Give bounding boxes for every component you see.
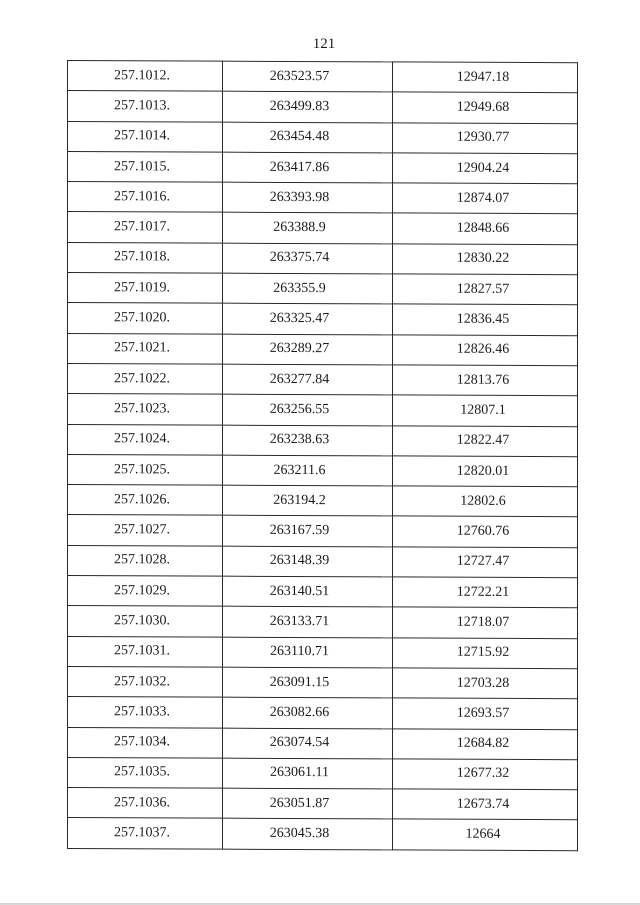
table-row bbox=[68, 212, 578, 245]
y-coordinate-cell: 12822.47 bbox=[393, 425, 578, 456]
point-id-cell: 257.1036. bbox=[68, 788, 223, 819]
point-id-cell: 257.1018. bbox=[68, 242, 223, 273]
table-row bbox=[68, 394, 578, 427]
y-coordinate-cell: 12722.21 bbox=[393, 577, 578, 608]
y-coordinate-cell: 12807.1 bbox=[393, 395, 578, 426]
x-coordinate-cell: 263388.9 bbox=[223, 213, 393, 244]
x-coordinate-cell: 263393.98 bbox=[223, 182, 393, 213]
y-coordinate-cell: 12874.07 bbox=[393, 183, 578, 214]
coordinate-table bbox=[67, 60, 578, 851]
table-row bbox=[68, 151, 578, 184]
point-id-cell: 257.1034. bbox=[68, 727, 223, 758]
point-id-cell: 257.1012. bbox=[68, 61, 223, 92]
y-coordinate-cell: 12949.68 bbox=[393, 92, 578, 123]
table-row bbox=[68, 273, 578, 306]
point-id-cell: 257.1037. bbox=[68, 818, 223, 849]
table-row bbox=[68, 606, 578, 639]
table-row bbox=[68, 424, 578, 457]
x-coordinate-cell: 263355.9 bbox=[223, 273, 393, 304]
table-row bbox=[68, 818, 578, 851]
table-row bbox=[68, 91, 578, 124]
x-coordinate-cell: 263045.38 bbox=[223, 819, 393, 850]
point-id-cell: 257.1021. bbox=[68, 333, 223, 364]
y-coordinate-cell: 12703.28 bbox=[393, 668, 578, 699]
point-id-cell: 257.1031. bbox=[68, 636, 223, 667]
point-id-cell: 257.1015. bbox=[68, 151, 223, 182]
table-row bbox=[68, 788, 578, 821]
x-coordinate-cell: 263289.27 bbox=[223, 334, 393, 365]
table-row bbox=[68, 545, 578, 578]
point-id-cell: 257.1027. bbox=[68, 515, 223, 546]
y-coordinate-cell: 12673.74 bbox=[393, 789, 578, 820]
x-coordinate-cell: 263140.51 bbox=[223, 576, 393, 607]
x-coordinate-cell: 263256.55 bbox=[223, 394, 393, 425]
table-row bbox=[68, 727, 578, 760]
x-coordinate-cell: 263277.84 bbox=[223, 364, 393, 395]
point-id-cell: 257.1016. bbox=[68, 182, 223, 213]
page-number: 121 bbox=[312, 36, 336, 52]
y-coordinate-cell: 12715.92 bbox=[393, 638, 578, 669]
point-id-cell: 257.1024. bbox=[68, 424, 223, 455]
y-coordinate-cell: 12664 bbox=[393, 819, 578, 850]
table-row bbox=[68, 454, 578, 487]
table-row bbox=[68, 121, 578, 154]
y-coordinate-cell: 12693.57 bbox=[393, 698, 578, 729]
x-coordinate-cell: 263375.74 bbox=[223, 243, 393, 274]
point-id-cell: 257.1023. bbox=[68, 394, 223, 425]
x-coordinate-cell: 263325.47 bbox=[223, 304, 393, 335]
table-row bbox=[68, 242, 578, 275]
point-id-cell: 257.1029. bbox=[68, 576, 223, 607]
y-coordinate-cell: 12947.18 bbox=[393, 62, 578, 93]
table-row bbox=[68, 666, 578, 699]
point-id-cell: 257.1025. bbox=[68, 454, 223, 485]
y-coordinate-cell: 12727.47 bbox=[393, 547, 578, 578]
table-row bbox=[68, 636, 578, 669]
table-row bbox=[68, 485, 578, 518]
x-coordinate-cell: 263133.71 bbox=[223, 607, 393, 638]
y-coordinate-cell: 12904.24 bbox=[393, 153, 578, 184]
point-id-cell: 257.1014. bbox=[68, 121, 223, 152]
y-coordinate-cell: 12760.76 bbox=[393, 516, 578, 547]
point-id-cell: 257.1022. bbox=[68, 363, 223, 394]
y-coordinate-cell: 12820.01 bbox=[393, 456, 578, 487]
x-coordinate-cell: 263051.87 bbox=[223, 788, 393, 819]
point-id-cell: 257.1020. bbox=[68, 303, 223, 334]
table-row bbox=[68, 363, 578, 396]
table-row bbox=[68, 757, 578, 790]
table-row bbox=[68, 182, 578, 215]
table-row bbox=[68, 515, 578, 548]
y-coordinate-cell: 12826.46 bbox=[393, 335, 578, 366]
x-coordinate-cell: 263074.54 bbox=[223, 728, 393, 759]
y-coordinate-cell: 12718.07 bbox=[393, 607, 578, 638]
y-coordinate-cell: 12813.76 bbox=[393, 365, 578, 396]
x-coordinate-cell: 263148.39 bbox=[223, 546, 393, 577]
x-coordinate-cell: 263091.15 bbox=[223, 667, 393, 698]
y-coordinate-cell: 12677.32 bbox=[393, 759, 578, 790]
y-coordinate-cell: 12830.22 bbox=[393, 244, 578, 275]
point-id-cell: 257.1026. bbox=[68, 485, 223, 516]
point-id-cell: 257.1033. bbox=[68, 697, 223, 728]
x-coordinate-cell: 263061.11 bbox=[223, 758, 393, 789]
point-id-cell: 257.1017. bbox=[68, 212, 223, 243]
x-coordinate-cell: 263417.86 bbox=[223, 152, 393, 183]
x-coordinate-cell: 263238.63 bbox=[223, 425, 393, 456]
x-coordinate-cell: 263211.6 bbox=[223, 455, 393, 486]
point-id-cell: 257.1030. bbox=[68, 606, 223, 637]
table-row bbox=[68, 333, 578, 366]
y-coordinate-cell: 12684.82 bbox=[393, 728, 578, 759]
table-row bbox=[68, 697, 578, 730]
y-coordinate-cell: 12848.66 bbox=[393, 213, 578, 244]
y-coordinate-cell: 12802.6 bbox=[393, 486, 578, 517]
table-body bbox=[68, 61, 578, 851]
point-id-cell: 257.1028. bbox=[68, 545, 223, 576]
table-row bbox=[68, 576, 578, 609]
x-coordinate-cell: 263082.66 bbox=[223, 697, 393, 728]
point-id-cell: 257.1032. bbox=[68, 666, 223, 697]
x-coordinate-cell: 263523.57 bbox=[223, 61, 393, 92]
point-id-cell: 257.1035. bbox=[68, 757, 223, 788]
x-coordinate-cell: 263454.48 bbox=[223, 122, 393, 153]
x-coordinate-cell: 263110.71 bbox=[223, 637, 393, 668]
table-row bbox=[68, 61, 578, 94]
table-row bbox=[68, 303, 578, 336]
point-id-cell: 257.1019. bbox=[68, 273, 223, 304]
point-id-cell: 257.1013. bbox=[68, 91, 223, 122]
x-coordinate-cell: 263499.83 bbox=[223, 91, 393, 122]
y-coordinate-cell: 12836.45 bbox=[393, 304, 578, 335]
x-coordinate-cell: 263194.2 bbox=[223, 485, 393, 516]
y-coordinate-cell: 12827.57 bbox=[393, 274, 578, 305]
y-coordinate-cell: 12930.77 bbox=[393, 123, 578, 154]
x-coordinate-cell: 263167.59 bbox=[223, 516, 393, 547]
